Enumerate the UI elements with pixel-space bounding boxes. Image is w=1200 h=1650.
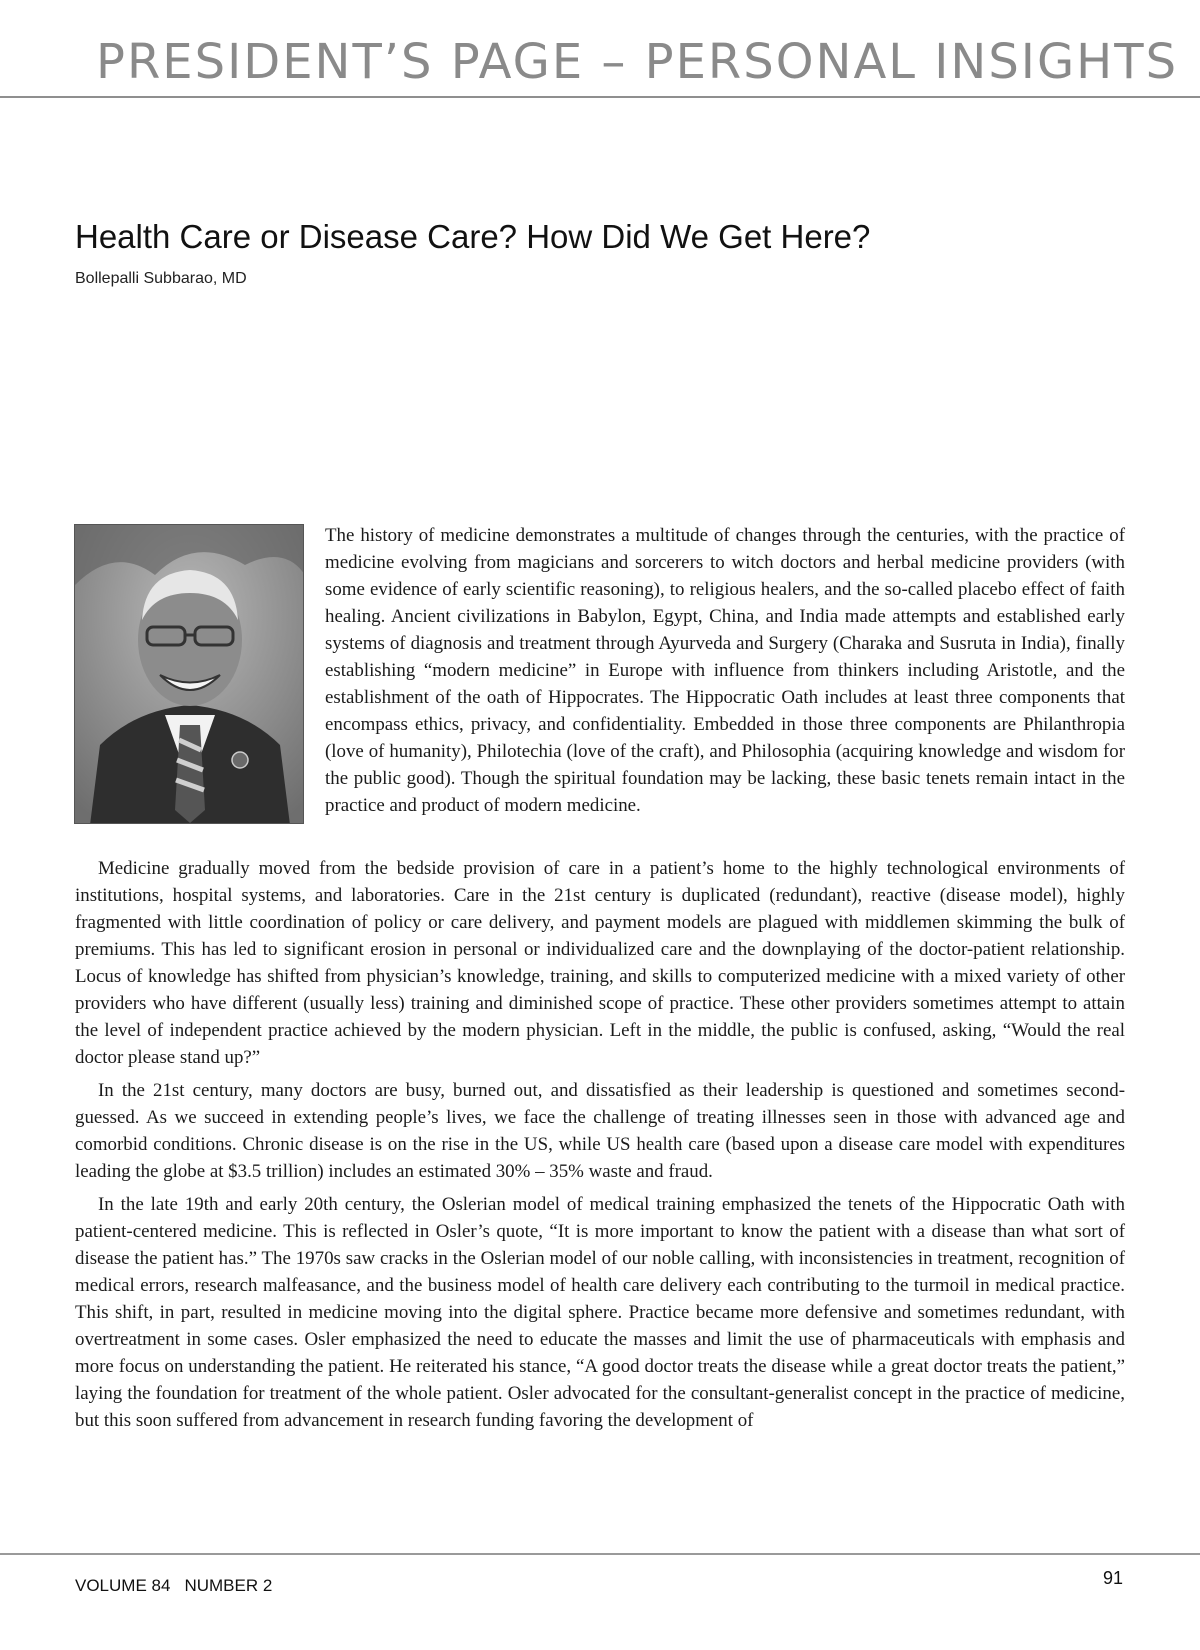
page-number: 91	[1102, 1568, 1123, 1588]
journal-issue	[75, 1576, 272, 1596]
article-title: Health Care or Disease Care? How Did We Get Here?	[75, 218, 871, 255]
footer-divider	[0, 1553, 1200, 1555]
body-paragraph: In the 21st century, many doctors are busy, burned out, and dissatisfied as their leadership is questioned and sometimes second-guessed. As we succeed in extending people’s lives, we face the challenge of treating illnesses seen in those with advanced age and comorbid conditions. Chronic disease is on the rise in the US, while US health care (based upon a disease care model with expenditures leading the globe at $3.5 trillion) includes an estimated 30% – 35% waste and fraud.	[75, 1080, 1125, 1182]
article-body	[75, 855, 1125, 1440]
body-paragraph: In the late 19th and early 20th century, the Oslerian model of medical training emphasized the tenets of the Hippocratic Oath with patient-centered medicine. This is reflected in Osler’s quote, “It is more important to know the patient with a disease than what sort of disease the patient has.” The 1970s saw cracks in the Oslerian model of our noble calling, with inconsistencies in treatment, recognition of medical errors, research malfeasance, and the business model of health care delivery each contributing to the turmoil in medical practice. This shift, in part, resulted in medicine moving into the digital sphere. Practice became more defensive and sometimes redundant, with overtreatment in some cases. Osler emphasized the need to educate the masses and limit the use of pharmaceuticals with emphasis and more focus on understanding the patient. He reiterated his stance, “A good doctor treats the disease while a great doctor treats the patient,” laying the foundation for treatment of the whole patient. Osler advocated for the consultant-generalist concept in the practice of medicine, but this soon suffered from advancement in research funding favoring the development of	[75, 1194, 1125, 1431]
number-label: NUMBER 2	[184, 1576, 273, 1595]
author-portrait-photo	[74, 524, 304, 824]
volume-label: VOLUME 84	[75, 1576, 171, 1595]
body-paragraph: Medicine gradually moved from the bedside provision of care in a patient’s home to the highly technological environments of institutions, hospital systems, and laboratories. Care in the 21st century is duplicated (redundant), reactive (disease model), highly fragmented with little coordination of policy or care delivery, and payment models are plagued with middlemen skimming the bulk of premiums. This has led to significant erosion in personal or individualized care and the downplaying of the doctor-patient relationship. Locus of knowledge has shifted from physician’s knowledge, training, and skills to computerized medicine with a mixed variety of other providers who have different (usually less) training and diminished scope of practice. These other providers sometimes attempt to attain the level of independent practice achieved by the modern physician. Left in the middle, the public is confused, asking, “Would the real doctor please stand up?”	[75, 858, 1125, 1068]
intro-paragraph: The history of medicine demonstrates a multitude of changes through the centuries, with the practice of medicine evolving from magicians and sorcerers to witch doctors and herbal medicine providers (with some evidence of early scientific reasoning), to religious healers, and the so-called placebo effect of faith healing. Ancient civilizations in Babylon, Egypt, China, and India made attempts and established early systems of diagnosis and treatment through Ayurveda and Surgery (Charaka and Susruta in India), finally establishing “modern medicine” in Europe with influence from thinkers including Aristotle, and the establishment of the oath of Hippocrates. The Hippocratic Oath includes at least three components that encompass ethics, privacy, and confidentiality. Embedded in those three components are Philanthropia (love of humanity), Philotechia (love of the craft), and Philosophia (acquiring knowledge and wisdom for the public good). Though the spiritual foundation may be lacking, these basic tenets remain intact in the practice and product of modern medicine.	[325, 525, 1125, 816]
author-portrait-icon	[75, 525, 304, 824]
article-author: Bollepalli Subbarao, MD	[75, 270, 247, 287]
header-divider	[0, 96, 1200, 98]
section-header: PRESIDENT’S PAGE – PERSONAL INSIGHTS	[96, 34, 1179, 90]
